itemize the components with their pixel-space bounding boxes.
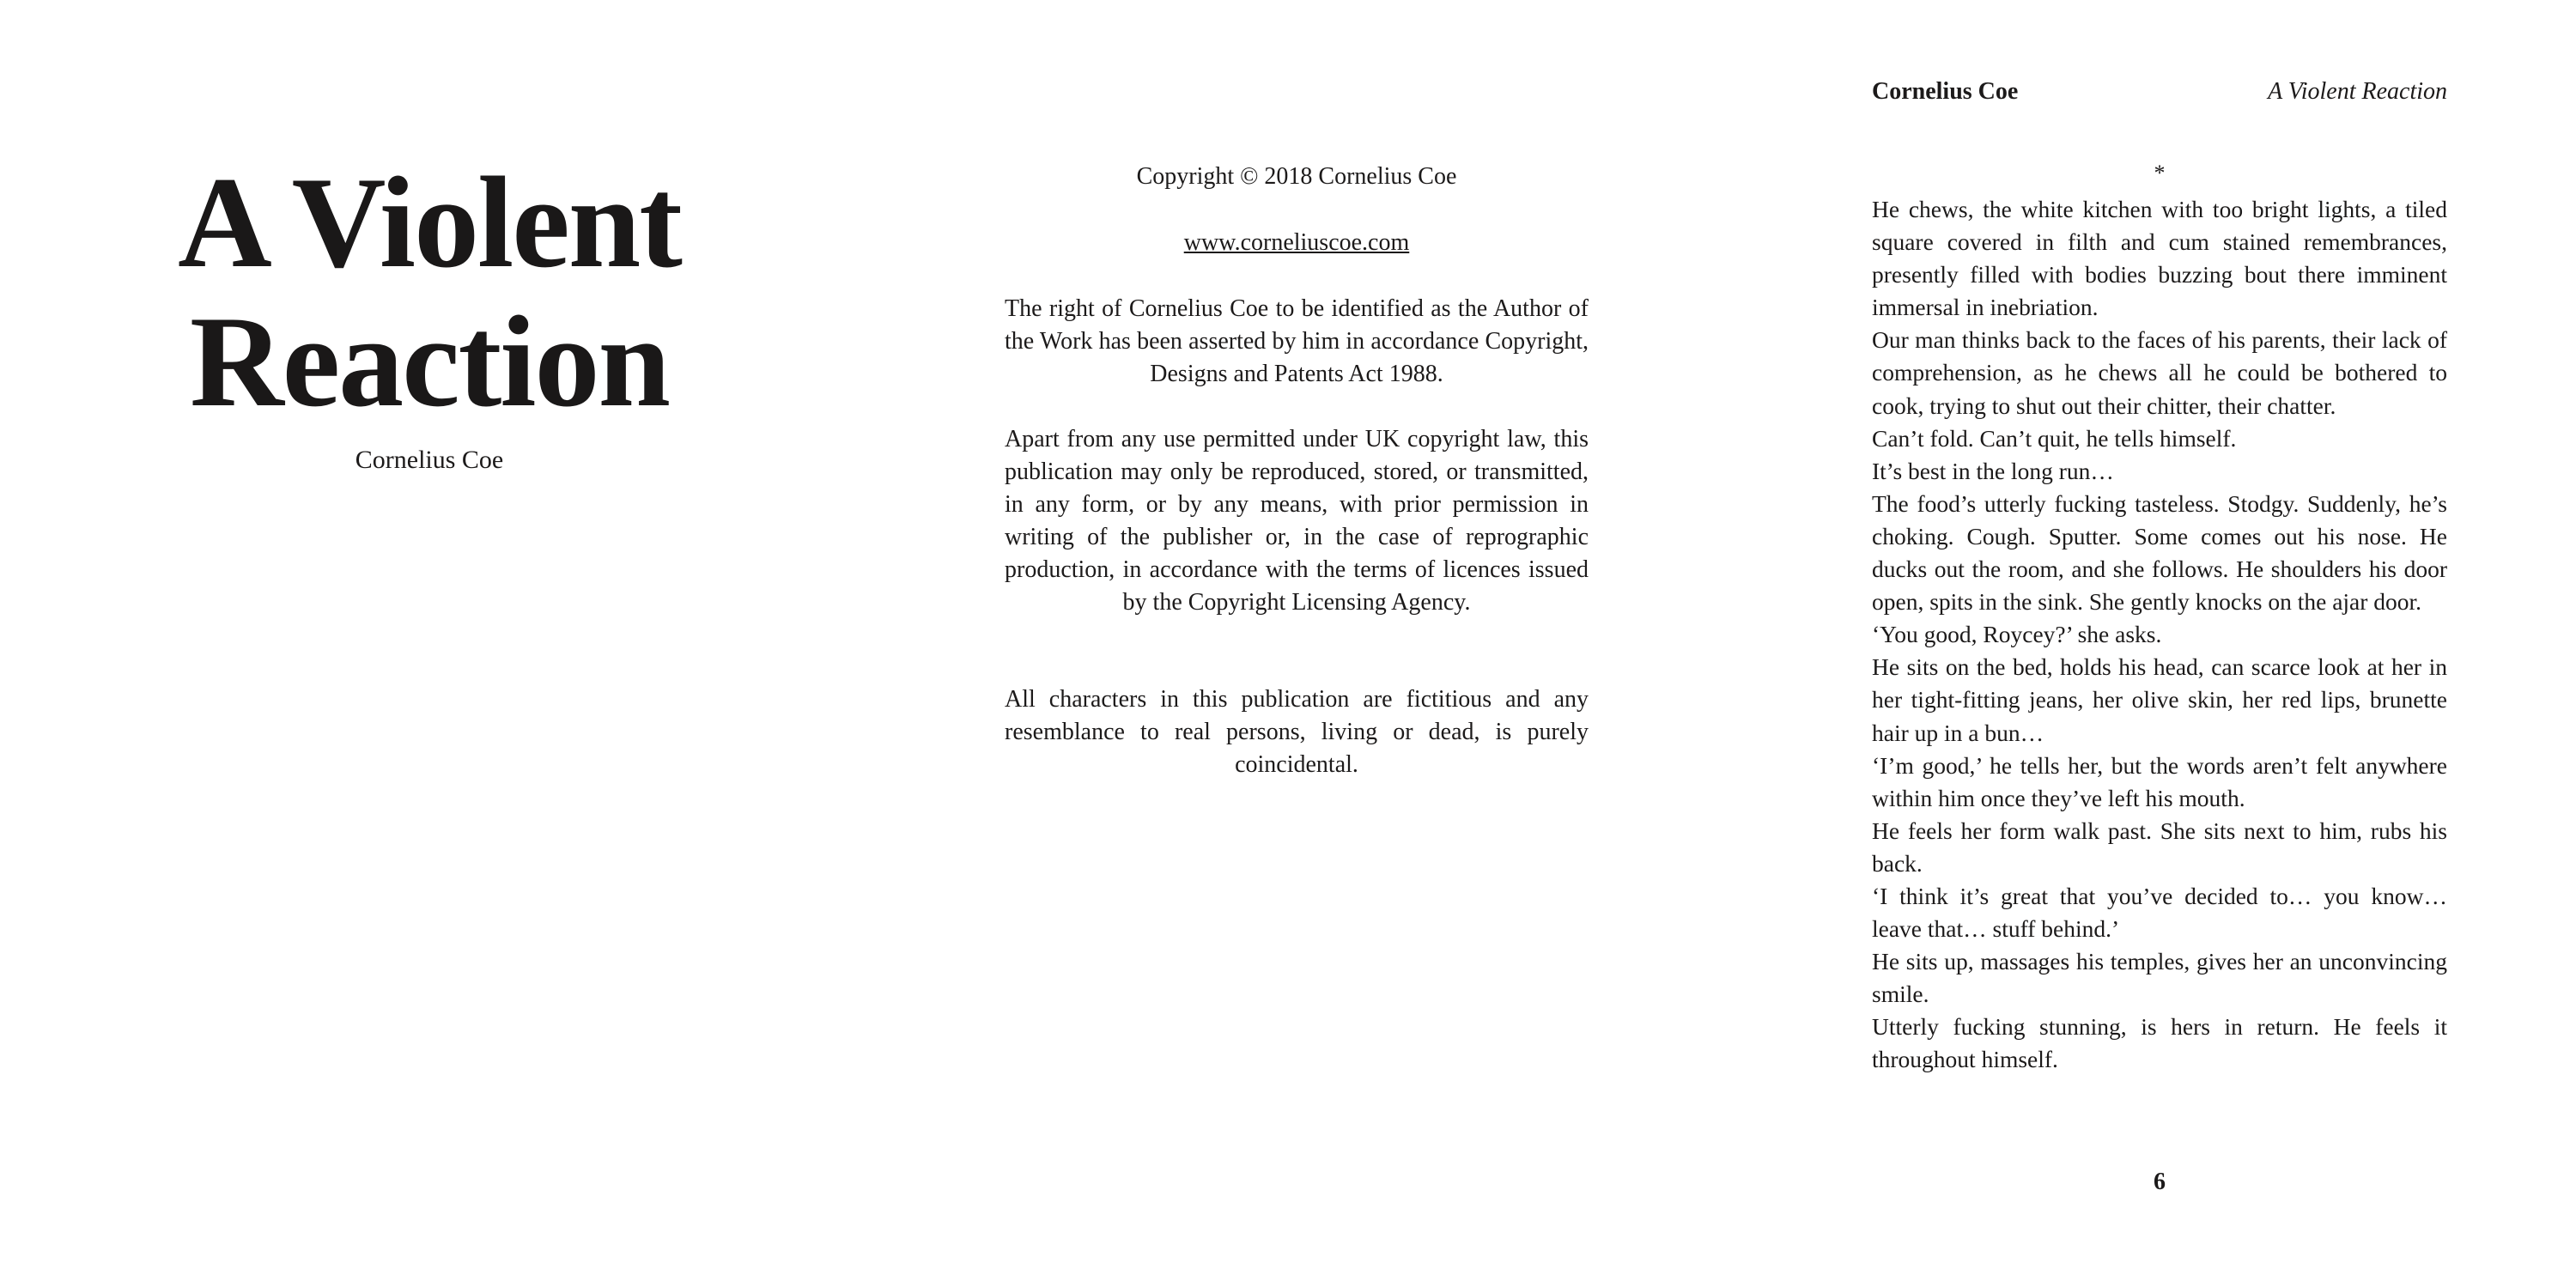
story-body — [1872, 193, 2447, 1077]
author-website-link[interactable]: www.corneliuscoe.com — [1183, 229, 1410, 256]
title-author: Cornelius Coe — [355, 446, 504, 474]
header-author: Cornelius Coe — [1872, 78, 2019, 105]
copyright-notice: Copyright © 2018 Cornelius Coe — [1136, 163, 1457, 190]
book-title-line-2: Reaction — [189, 289, 670, 434]
story-paragraph: He feels her form walk past. She sits next to him, rubs his back. — [1872, 817, 2447, 877]
story-paragraph: Can’t fold. Can’t quit, he tells himself. — [1872, 424, 2237, 452]
story-page — [1872, 0, 2447, 1263]
usage-paragraph: Apart from any use permitted under UK copyright law, this publication may only be reproduced, stored, or transmitted, in any form, or by any means, with prior permission in writing of the publisher or, in the case of reprographic production, in accordance with the terms of licences issued by the Copyright Licensing Agency. — [1005, 426, 1589, 616]
story-paragraph: ‘You good, Roycey?’ she asks. — [1872, 621, 2162, 648]
copyright-page — [1005, 0, 1589, 1263]
book-title — [86, 150, 773, 434]
story-paragraph: The food’s utterly fucking tasteless. Stodgy. Suddenly, he’s choking. Cough. Sputter. Some comes out his nose. He ducks out the room, and she follows. He shoulders his door open, spits in the sink. She gently knocks on the ajar door. — [1872, 489, 2447, 616]
page-number: 6 — [2154, 1169, 2166, 1195]
story-paragraph: ‘I’m good,’ he tells her, but the words aren’t felt anywhere within him once they’ve left his mouth. — [1872, 751, 2447, 811]
title-page — [0, 0, 859, 1263]
story-paragraph: It’s best in the long run… — [1872, 457, 2114, 484]
story-paragraph: He sits up, massages his temples, gives her an unconvincing smile. — [1872, 948, 2447, 1008]
story-paragraph: He sits on the bed, holds his head, can scarce look at her in her tight-fitting jeans, her olive skin, her red lips, brunette hair up in a bun… — [1872, 653, 2447, 746]
story-paragraph: Our man thinks back to the faces of his parents, their lack of comprehension, as he chews all he could be bothered to cook, trying to shut out their chitter, their chatter. — [1872, 326, 2447, 419]
fiction-disclaimer: All characters in this publication are fictitious and any resemblance to real persons, living or dead, is purely coincidental. — [1005, 686, 1589, 778]
story-paragraph: Utterly fucking stunning, is hers in return. He feels it throughout himself. — [1872, 1013, 2447, 1073]
story-paragraph: ‘I think it’s great that you’ve decided to… you know… leave that… stuff behind.’ — [1872, 882, 2447, 943]
scene-break: * — [2154, 161, 2166, 185]
book-title-line-1: A Violent — [178, 150, 681, 294]
header-title: A Violent Reaction — [2268, 78, 2447, 105]
story-paragraph: He chews, the white kitchen with too bright lights, a tiled square covered in filth and cum stained remembrances, presently filled with bodies buzzing bout there imminent immersal in inebriation. — [1872, 196, 2447, 321]
running-header — [1872, 76, 2447, 108]
rights-paragraph: The right of Cornelius Coe to be identified as the Author of the Work has been asserted by him in accordance Copyright, Designs and Patents Act 1988. — [1005, 295, 1589, 387]
